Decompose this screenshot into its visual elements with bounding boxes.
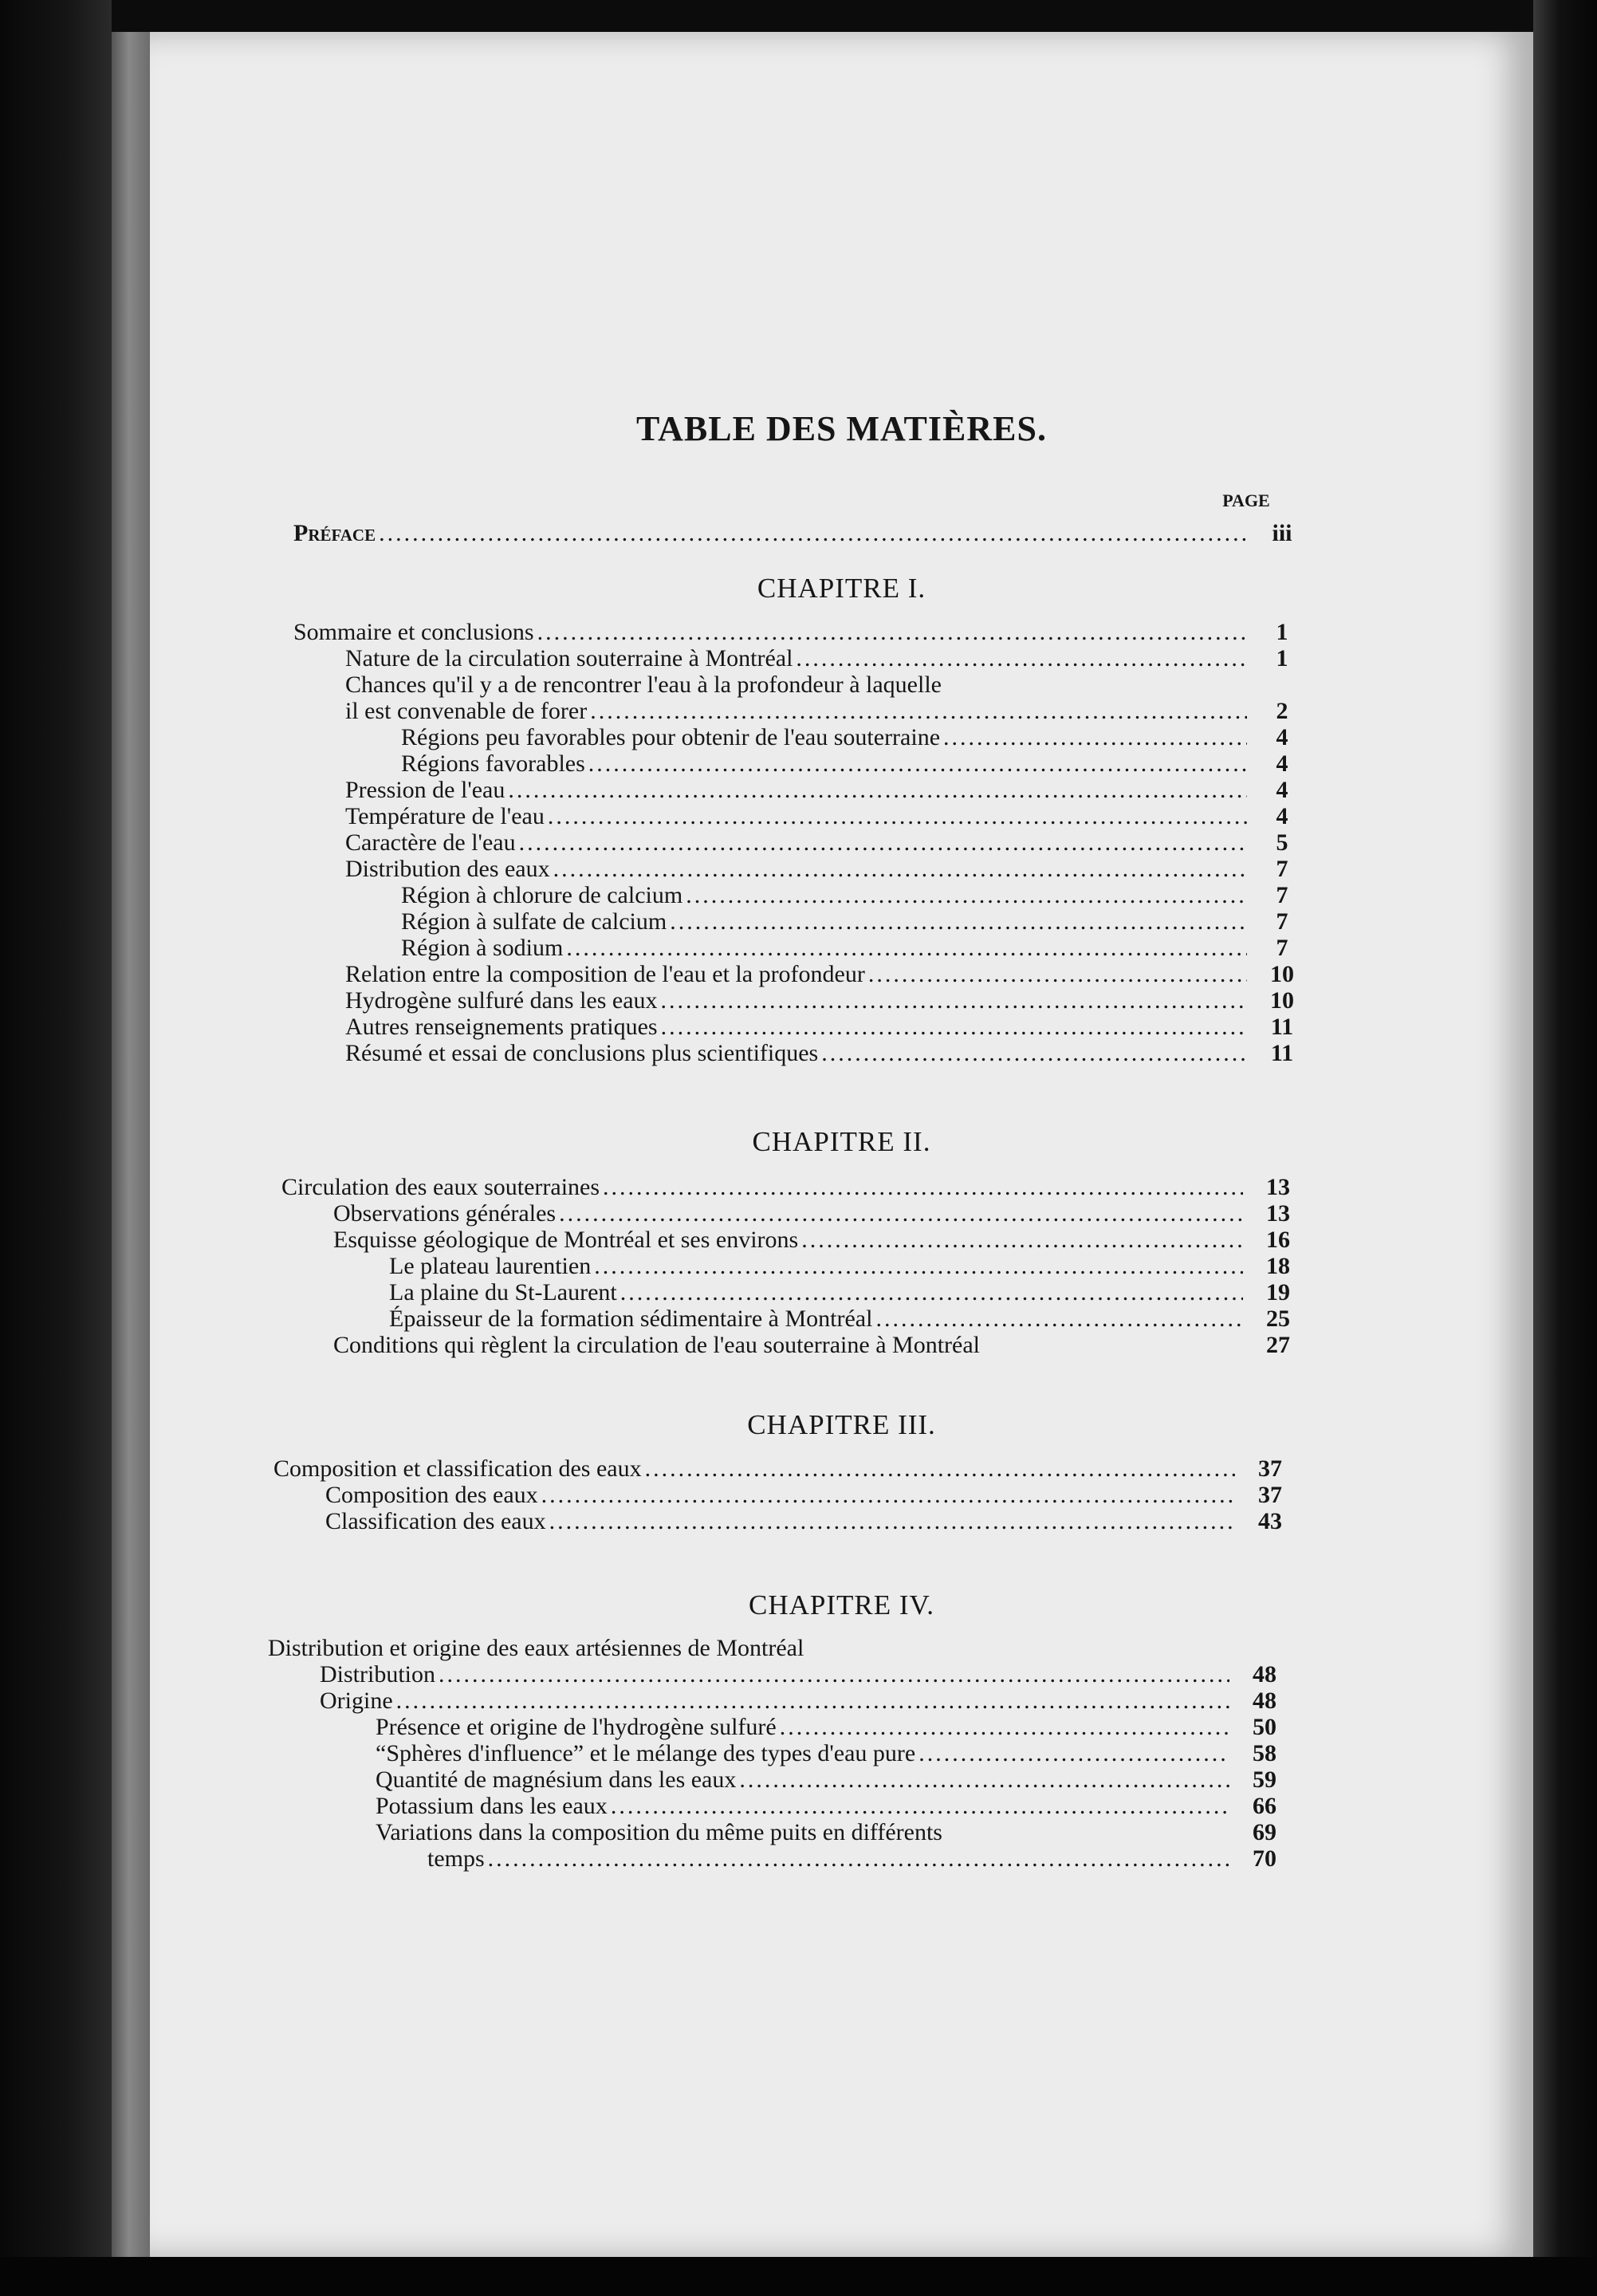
toc-entry-page: 66 [1253,1793,1276,1819]
toc-entry [293,829,1314,856]
toc-entry-label: Variations dans la composition du même puits en différents [376,1819,942,1845]
toc-entry-label: Distribution et origine des eaux artésiennes de Montréal [268,1635,804,1661]
toc-entry [293,777,1314,803]
dot-leader [594,1253,1243,1279]
preface-entry [293,502,1314,546]
toc-entry [293,724,1314,750]
dot-leader [645,1455,1235,1482]
toc-entry-label: Relation entre la composition de l'eau et la profondeur [345,961,865,987]
book-binding-left [0,0,112,2296]
chapter-entries [273,1455,1302,1534]
toc-entry [293,935,1314,961]
toc-entry-label: Caractère de l'eau [345,829,516,856]
toc-entry-label: Composition et classification des eaux [273,1455,642,1482]
dot-leader [661,987,1247,1014]
toc-entry-label: Potassium dans les eaux [376,1793,608,1819]
toc-entry-page: 7 [1276,856,1288,882]
toc-entry-page: 43 [1258,1508,1282,1534]
toc-entry [268,1766,1296,1793]
dot-leader [611,1793,1229,1819]
dot-leader [590,698,1247,724]
toc-entry-page: 13 [1266,1200,1290,1227]
scan-bottom-edge [0,2257,1597,2296]
dot-leader [439,1661,1229,1688]
page-column-header: PAGE [1222,490,1270,510]
dot-leader [739,1766,1229,1793]
toc-entry [293,671,1314,698]
toc-entry-label: Classification des eaux [325,1508,546,1534]
toc-entry [273,1508,1302,1534]
dot-leader [508,777,1247,803]
toc-entry-page: 16 [1266,1227,1290,1253]
toc-entry [268,1661,1296,1688]
toc-entry-label: temps [427,1845,485,1872]
toc-entry [293,803,1314,829]
dot-leader [553,856,1247,882]
toc-entry [293,1040,1314,1066]
chapter-heading: CHAPITRE IV. [748,1589,935,1621]
toc-entry-label: il est convenable de forer [345,698,588,724]
toc-entry [268,1819,1296,1845]
toc-entry-label: Quantité de magnésium dans les eaux [376,1766,737,1793]
toc-entry [293,698,1314,724]
dot-leader [796,645,1247,671]
toc-entry-page: 48 [1253,1688,1276,1714]
toc-entry [293,908,1314,935]
toc-entry-label: Résumé et essai de conclusions plus scientifiques [345,1040,819,1066]
toc-entry [293,987,1314,1014]
dot-leader [519,829,1247,856]
toc-entry-label: La plaine du St-Laurent [389,1279,617,1306]
toc-entry-page: 25 [1266,1306,1290,1332]
toc-entry-page: 11 [1270,1014,1294,1040]
toc-entry [293,619,1314,645]
dot-leader [670,908,1247,935]
toc-entry [273,1482,1302,1508]
dot-leader [541,1482,1235,1508]
dot-leader [603,1174,1243,1200]
dot-leader [868,961,1247,987]
toc-entry-page: 27 [1266,1332,1290,1358]
toc-entry-label: Chances qu'il y a de rencontrer l'eau à la profondeur à laquelle [345,671,942,698]
toc-entry [281,1306,1310,1332]
toc-entry-label: Conditions qui règlent la circulation de l'eau souterraine à Montréal [333,1332,980,1358]
toc-entry-label: Hydrogène sulfuré dans les eaux [345,987,658,1014]
toc-entry-label: Distribution [320,1661,436,1688]
dot-leader [559,1200,1243,1227]
toc-entry-page: 69 [1253,1819,1276,1845]
toc-entry [268,1635,1296,1661]
dot-leader [943,724,1247,750]
toc-entry [281,1174,1310,1200]
book-spine-strip [112,32,150,2257]
toc-entry-label: Circulation des eaux souterraines [281,1174,600,1200]
page-content [150,32,1533,2257]
toc-entry-label: Région à sulfate de calcium [401,908,667,935]
dot-leader [396,1688,1229,1714]
toc-entry-page: 37 [1258,1482,1282,1508]
chapter-heading: CHAPITRE III. [747,1409,936,1440]
toc-entry-page: 2 [1276,698,1288,724]
chapter-entries [293,619,1314,1066]
toc-entry-page: 4 [1276,750,1288,777]
dot-leader [566,935,1247,961]
toc-entry-page: 59 [1253,1766,1276,1793]
toc-entry-label: Régions favorables [401,750,585,777]
toc-entry-page: 4 [1276,777,1288,803]
toc-entry-page: 37 [1258,1455,1282,1482]
toc-entry-label: Température de l'eau [345,803,545,829]
chapter-entries [268,1635,1296,1872]
dot-leader [379,520,1247,546]
dot-leader [488,1845,1229,1872]
toc-entry-label: Le plateau laurentien [389,1253,592,1279]
toc-entry-page: 18 [1266,1253,1290,1279]
toc-entry-page: 11 [1270,1040,1294,1066]
dot-leader [918,1740,1229,1766]
toc-entry-label: Préface [293,520,376,546]
toc-entry [281,1279,1310,1306]
toc-entry-page: iii [1272,520,1292,546]
dot-leader [801,1227,1243,1253]
toc-entry-label: Composition des eaux [325,1482,538,1508]
dot-leader [548,803,1247,829]
toc-entry-label: Région à chlorure de calcium [401,882,683,908]
toc-entry-page: 7 [1276,908,1288,935]
toc-entry [268,1740,1296,1766]
toc-entry [293,856,1314,882]
toc-entry-page: 1 [1276,645,1288,671]
dot-leader [821,1040,1247,1066]
toc-entry-page: 5 [1276,829,1288,856]
dot-leader [780,1714,1229,1740]
toc-entry-page: 4 [1276,803,1288,829]
toc-entry [293,1014,1314,1040]
toc-entry [293,882,1314,908]
toc-entry-page: 48 [1253,1661,1276,1688]
toc-entry-label: Pression de l'eau [345,777,505,803]
toc-entry-label: Nature de la circulation souterraine à Montréal [345,645,793,671]
toc-entry [293,750,1314,777]
toc-entry [293,961,1314,987]
dot-leader [588,750,1247,777]
toc-entry-label: Sommaire et conclusions [293,619,534,645]
toc-entry [281,1332,1310,1358]
toc-entry-label: Présence et origine de l'hydrogène sulfuré [376,1714,777,1740]
dot-leader [661,1014,1247,1040]
toc-entry [268,1793,1296,1819]
toc-entry [293,645,1314,671]
toc-entry-page: 13 [1266,1174,1290,1200]
book-binding-right [1533,0,1597,2296]
toc-entry [273,1455,1302,1482]
toc-entry [268,1688,1296,1714]
toc-entry-label: “Sphères d'influence” et le mélange des types d'eau pure [376,1740,916,1766]
toc-entry-label: Région à sodium [401,935,564,961]
toc-entry-page: 7 [1276,882,1288,908]
chapter-heading: CHAPITRE I. [757,573,926,604]
dot-leader [686,882,1247,908]
dot-leader [537,619,1247,645]
toc-entry-page: 19 [1266,1279,1290,1306]
toc-entry-page: 58 [1253,1740,1276,1766]
toc-entry [281,1200,1310,1227]
document-page [150,32,1533,2257]
toc-entry [268,1845,1296,1872]
toc-entry [268,1714,1296,1740]
toc-entry-label: Observations générales [333,1200,557,1227]
page-title: TABLE DES MATIÈRES. [636,409,1047,448]
toc-entry [293,520,1314,546]
chapter-heading: CHAPITRE II. [752,1126,931,1157]
toc-entry-page: 10 [1270,987,1294,1014]
toc-entry-page: 10 [1270,961,1294,987]
toc-entry-page: 50 [1253,1714,1276,1740]
chapter-entries [281,1174,1310,1358]
toc-entry-page: 1 [1276,619,1288,645]
toc-entry [281,1253,1310,1279]
toc-entry-label: Distribution des eaux [345,856,550,882]
toc-entry-label: Autres renseignements pratiques [345,1014,658,1040]
toc-entry-label: Origine [320,1688,393,1714]
toc-entry [281,1227,1310,1253]
toc-entry-label: Épaisseur de la formation sédimentaire à Montréal [389,1306,873,1332]
dot-leader [549,1508,1235,1534]
toc-entry-label: Régions peu favorables pour obtenir de l'eau souterraine [401,724,941,750]
dot-leader [620,1279,1243,1306]
toc-entry-page: 70 [1253,1845,1276,1872]
toc-entry-label: Esquisse géologique de Montréal et ses environs [333,1227,799,1253]
toc-entry-page: 4 [1276,724,1288,750]
toc-entry-page: 7 [1276,935,1288,961]
dot-leader [875,1306,1243,1332]
